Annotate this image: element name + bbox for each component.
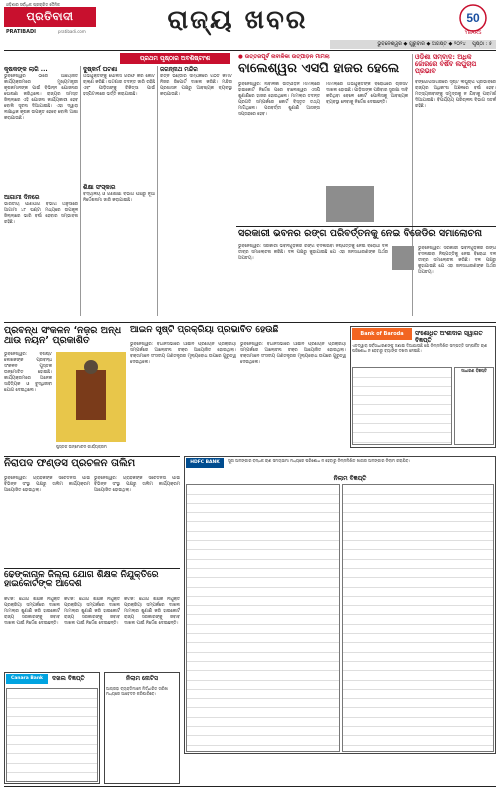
continuation-col-1: [4, 66, 78, 321]
section-rule: [236, 226, 496, 227]
right-story-headline[interactable]: ଓଡ଼ିଶା ସମ୍ବାଦ: ଅଧିକ ଜୋରରେ ବର୍ଷିବ ଲଘୁଚାପ ପ୍ରଭାବ: [415, 53, 477, 75]
edition-date: ଭୁବନେଶ୍ୱର ◆ ଗୁରୁବାର ◆ ଅଗଷ୍ଟ ◆ ୨୦୨୪: [377, 41, 466, 47]
hdfc-logo: HDFC BANK: [186, 458, 224, 468]
masthead-tagline: ଓଡ଼ିଶାର ସର୍ବାଧିକ ପ୍ରଚାରିତ ଦୈନିକ: [6, 2, 60, 7]
continuation-text-5: ବିଦ୍ୟାଳୟ ଓ ଗଣଶିକ୍ଷା ବିଭାଗ ପକ୍ଷରୁ ନୂଆ ନିର୍ଦ୍ଦେଶନାମା ଜାରି କରାଯାଇଛି।: [83, 192, 155, 203]
hdfc-table-left: [186, 484, 340, 752]
bottom-rule: [4, 786, 496, 787]
column-divider: [80, 66, 81, 316]
masthead-rule: [4, 50, 496, 51]
continuation-title-1: କୃଷକଙ୍କ ଲାଗି ...: [4, 66, 48, 73]
bank-logo: Bank of Baroda: [352, 328, 412, 340]
feature-caption: ପୁସ୍ତକ ଉନ୍ମୋଚନ କାର୍ଯ୍ୟକ୍ରମ: [56, 444, 107, 449]
date-bar: [330, 40, 496, 49]
canara-logo: Canara Bank: [6, 674, 48, 684]
continuation-title-4: ଆଗାମୀ ଦିନରେ: [4, 194, 40, 201]
logo-subtitle: PRATIBADI: [6, 29, 36, 35]
second-story-text-right: ଭୁବନେଶ୍ୱର: ସରକାରୀ ଭବନଗୁଡ଼ିକର ରଙ୍ଗ ବଦଳାଇବା ନିଷ୍ପତ୍ତିକୁ ନେଇ ବିରୋଧୀ ଦଳ ତୀବ୍ର ସମାଲୋଚନା କରିଛି। ଦଳ ପକ୍ଷରୁ କୁହାଯାଇଛି ଯେ ଏହା ଜନସାଧାରଣଙ୍କ ଅର୍ଥର ଅପଚୟ।: [418, 246, 496, 275]
third-left-headline[interactable]: ଢେଙ୍କାନାଳ ଜିଲ୍ଲା ଯୋଗ ଶିକ୍ଷକ ନିଯୁକ୍ତିରେ ହାଇକୋର୍ଟଙ୍କ ଆଦେଶ: [4, 570, 159, 590]
anniversary-label: YEARS: [464, 30, 482, 36]
third-left-col-1: କଟକ: ଯୋଗ ଶିକ୍ଷକ ନିଯୁକ୍ତି ପ୍ରକ୍ରିୟା ସମ୍ପର୍କରେ ଦାଖଲ ମାମଲାର ଶୁଣାଣି କରି ହାଇକୋର୍ଟ ରାଜ୍ୟ ସରକାରଙ୍କୁ ଜବାବ ଦାଖଲ ପାଇଁ ନିର୍ଦ୍ଦେଶ ଦେଇଛନ୍ତି।: [4, 597, 60, 626]
anniversary-badge-icon: [452, 4, 494, 36]
second-story-headline[interactable]: ସରକାରୀ ଭବନର ରଙ୍ଗ ପରିବର୍ତ୍ତନକୁ ନେଇ ବିଜେଡିର ସମାଲୋଚନା: [238, 228, 482, 239]
section-rule: [4, 322, 496, 323]
center-feature-col-1: ଭୁବନେଶ୍ୱର: ବିଧାନସଭାରେ ଆଇନ ପ୍ରଣୟନ ପ୍ରକ୍ରିୟା ସମ୍ପର୍କରେ ଆଲୋଚନା ଚକ୍ର ଆୟୋଜିତ ହୋଇଥିଲା। ବକ୍ତାମାନେ ସଂସଦୀୟ ଗଣତନ୍ତ୍ରର ମୂଲ୍ୟବୋଧ ଉପରେ ଗୁରୁତ୍ୱ ଦେଇଥିଲେ।: [130, 342, 236, 365]
continuation-title-2: ଦୁଷ୍କର୍ମ ଘଟଣା: [83, 66, 118, 73]
center-feature-col-2: ଭୁବନେଶ୍ୱର: ବିଧାନସଭାରେ ଆଇନ ପ୍ରଣୟନ ପ୍ରକ୍ରିୟା ସମ୍ପର୍କରେ ଆଲୋଚନା ଚକ୍ର ଆୟୋଜିତ ହୋଇଥିଲା। ବକ୍ତାମାନେ ସଂସଦୀୟ ଗଣତନ୍ତ୍ରର ମୂଲ୍ୟବୋଧ ଉପରେ ଗୁରୁତ୍ୱ ଦେଇଥିଲେ।: [240, 342, 346, 365]
continuation-title-5: ଶିକ୍ଷା ସଂସ୍କାର: [83, 184, 116, 191]
continuation-text-1: ଭୁବନେଶ୍ୱର ଠାରେ ଆୟୋଜିତ କାର୍ଯ୍ୟକ୍ରମରେ ମୁଖ୍ୟମନ୍ତ୍ରୀ କୃଷକମାନଙ୍କ ପାଇଁ ବିଭିନ୍ନ ଯୋଜନାର ଘୋଷଣା କରିଥିଲେ। ରାଜ୍ୟର ସମସ୍ତ ଜିଲ୍ଲାରେ ଏହି ଯୋଜନା କାର୍ଯ୍ୟକାରୀ ହେବ ବୋଲି ସୂଚନା ଦିଆଯାଇଛି। ଏହା ଦ୍ୱାରା ଲକ୍ଷାଧିକ କୃଷକ ଉପକୃତ ହେବେ ବୋଲି ଆଶା କରାଯାଉଛି।: [4, 74, 78, 121]
bank-notice-side-title: ସାଧାରଣ ବିଜ୍ଞପ୍ତି: [461, 368, 487, 373]
story-kicker: ● ଉତ୍ତରପୂର୍ବ ନାବାଳିକା ଉତ୍ପୀଡ଼ନ ମାମଲା: [238, 54, 330, 60]
story-headline[interactable]: ବାଲେଶ୍ୱର ଏସପି ହାଜର ହେଲେ: [238, 61, 400, 76]
bank-notice-table: [352, 367, 452, 445]
continuation-col-2: [83, 66, 155, 321]
bank-notice-text: ଏତଦ୍ୱାରା ସର୍ବସାଧାରଣଙ୍କୁ ଜଣାଇ ଦିଆଯାଉଛି ଯେ ନିମ୍ନଲିଖିତ ସମ୍ପତ୍ତି ସମ୍ପର୍କିତ ଋଣ ପରିଶୋଧ ନ ହେବାରୁ ବ୍ୟାଙ୍କ ଦଖଲ ନେଇଛି।: [352, 343, 488, 354]
continuation-text-2: ଅଭିଯୁକ୍ତଙ୍କୁ ପୋଲିସ ଗିରଫ କରି କୋର୍ଟ ଚାଲାଣ କରିଛି। ଘଟଣାର ତଦନ୍ତ ଜାରି ରହିଛି ଏବଂ ପୀଡ଼ିତାଙ୍କୁ ଚିକିତ୍ସା ପାଇଁ ହସ୍ପିଟାଲରେ ଭର୍ତ୍ତି କରାଯାଇଛି।: [83, 74, 155, 97]
second-story-photo: [392, 246, 414, 270]
continuation-title-3: ଜଗନ୍ନାଥ ମନ୍ଦିର: [160, 66, 198, 73]
anniversary-number: 50: [466, 11, 480, 25]
auction-notice-text: ଆଗ୍ରହୀ ବ୍ୟକ୍ତିମାନେ ନିର୍ଦ୍ଧାରିତ ତାରିଖ ମଧ୍ୟରେ ଆବେଦନ କରିପାରିବେ।: [106, 686, 168, 697]
section-title: ରାଜ୍ୟ ଖବର: [167, 5, 308, 35]
column-divider: [157, 66, 158, 316]
auction-notice-title: ନିଲାମ ନୋଟିସ: [126, 675, 158, 682]
story-col-1: ଭୁବନେଶ୍ୱର: ନାବାଳିକା ଉତ୍ପୀଡ଼ନ ମାମଲାରେ ହାଇକୋର୍ଟ ନିର୍ଦ୍ଦେଶ ପରେ ବାଲେଶ୍ୱର ଏସପି ଶୁଣାଣିରେ ହାଜର ହୋଇଥିଲେ। ମାମଲାର ତଦନ୍ତ ପ୍ରଗତି ସମ୍ପର୍କରେ କୋର୍ଟ ବିସ୍ତୃତ ତଥ୍ୟ ମାଗିଥିଲେ। ପରବର୍ତ୍ତୀ ଶୁଣାଣି ଆସନ୍ତା ସପ୍ତାହରେ ହେବ।: [238, 82, 320, 117]
hdfc-notice-title: ନିଲାମ ବିଜ୍ଞପ୍ତି: [333, 475, 367, 482]
website-text: pratibadi.com: [58, 29, 86, 34]
third-left-col-2: କଟକ: ଯୋଗ ଶିକ୍ଷକ ନିଯୁକ୍ତି ପ୍ରକ୍ରିୟା ସମ୍ପର୍କରେ ଦାଖଲ ମାମଲାର ଶୁଣାଣି କରି ହାଇକୋର୍ଟ ରାଜ୍ୟ ସରକାରଙ୍କୁ ଜବାବ ଦାଖଲ ପାଇଁ ନିର୍ଦ୍ଦେଶ ଦେଇଛନ୍ତି।: [64, 597, 120, 626]
continuation-text-4: ଭାରତୀୟ ପାଣିପାଗ ବିଭାଗ ଅନୁସାରେ ଆଗାମୀ ୪୮ ଘଣ୍ଟା ମଧ୍ୟରେ ଉପକୂଳ ଜିଲ୍ଲାରେ ଭାରି ବର୍ଷା ହେବାର ସମ୍ଭାବନା ରହିଛି।: [4, 202, 78, 225]
hdfc-notice-text: ସୁନା ଅଳଙ୍କାର ବନ୍ଧକ ଋଣ ସମୟସୀମା ମଧ୍ୟରେ ପରିଶୋଧ ନ ହେବାରୁ ନିମ୍ନଲିଖିତ ଖାତାର ଅଳଙ୍କାର ନିଲାମ କରାଯିବ।: [228, 458, 411, 463]
bank-notice-side: [454, 367, 494, 445]
hdfc-table-right: [342, 484, 494, 752]
continuation-box-head: ପ୍ରଥମ ପୃଷ୍ଠାର ଅବଶିଷ୍ଟାଂଶ: [120, 53, 230, 64]
column-divider: [412, 54, 413, 316]
continuation-text-3: ରତ୍ନ ଭଣ୍ଡାର ସମ୍ପର୍କରେ ଗଠିତ କମିଟି ନିଜର ରିପୋର୍ଟ ଦାଖଲ କରିଛି। ମନ୍ଦିର ପ୍ରଶାସନ ପକ୍ଷରୁ ଆବଶ୍ୟକ ବ୍ୟବସ୍ଥା କରାଯାଉଛି।: [160, 74, 232, 97]
feature-headline[interactable]: ପ୍ରବନ୍ଧ ସଂକଳନ ‘ନଜ଼ର ଅନ୍ଧ ଥାଉ ନୟନ’ ପ୍ରକାଶିତ: [4, 325, 122, 346]
canara-notice-title: ଦଖଲ ବିଜ୍ଞପ୍ତି: [52, 675, 85, 682]
section-rule: [4, 568, 180, 569]
newspaper-logo[interactable]: ପ୍ରତିବାଦୀ: [4, 7, 96, 27]
bank-notice-title: ସଂଶୋଧିତ ଅଂଶୀଦାର ସ୍ୱାଗତ ବିଜ୍ଞପ୍ତି: [415, 330, 483, 344]
second-left-col-2: ଭୁବନେଶ୍ୱର: ଗ୍ରାହକଙ୍କ ସଚେତନତା ପାଇଁ ବିଭିନ୍ନ ସଂସ୍ଥା ପକ୍ଷରୁ ତାଲିମ କାର୍ଯ୍ୟକ୍ରମ ଆୟୋଜିତ ହୋଇଥିଲା।: [94, 476, 180, 493]
story-col-2: ମାମଲାରେ ଅଭିଯୁକ୍ତଙ୍କ ବିରୋଧରେ ଚାର୍ଜସିଟ ଦାଖଲ ହୋଇଛି। ପୀଡ଼ିତାଙ୍କ ପରିବାର ସୁରକ୍ଷା ଦାବି କରିଥିବା ବେଳେ କୋର୍ଟ ପୋଲିସକୁ ଆବଶ୍ୟକ ବ୍ୟବସ୍ଥା ନେବାକୁ ନିର୍ଦ୍ଦେଶ ଦେଇଛନ୍ତି।: [326, 82, 408, 105]
canara-table: [6, 688, 98, 782]
feature-text: ଭୁବନେଶ୍ୱର: ବିଶିଷ୍ଟ ଲେଖକଙ୍କ ପ୍ରବନ୍ଧ ସଂକଳନ ପୁସ୍ତକ ଉନ୍ମୋଚିତ ହୋଇଛି। କାର୍ଯ୍ୟକ୍ରମରେ ଅନେକ ସାହିତ୍ୟିକ ଓ ବୁଦ୍ଧିଜୀବୀ ଯୋଗ ଦେଇଥିଲେ।: [4, 352, 52, 393]
feature-photo: [56, 352, 126, 442]
second-left-headline[interactable]: ନିରାପଦ ଫଣ୍ଡସ ପ୍ରଚଳନ ତାଲିମ: [4, 458, 136, 469]
page-number: ପୃଷ୍ଠା : ୫: [472, 41, 492, 47]
right-story-text: ବଙ୍ଗୋପସାଗରରେ ସୃଷ୍ଟି ଲଘୁଚାପ ପ୍ରଭାବରେ ରାଜ୍ୟର ଅଧିକାଂଶ ଅଞ୍ଚଳରେ ବର୍ଷା ହେବ। ମତ୍ସ୍ୟଜୀବୀଙ୍କୁ ସମୁଦ୍ରକୁ ନ ଯିବାକୁ ପରାମର୍ଶ ଦିଆଯାଇଛି। ବିପର୍ଯ୍ୟୟ ପରିଚାଳନା ବିଭାଗ ସତର୍କ ରହିଛି।: [415, 80, 496, 109]
section-rule: [4, 456, 180, 457]
second-left-col-1: ଭୁବନେଶ୍ୱର: ଗ୍ରାହକଙ୍କ ସଚେତନତା ପାଇଁ ବିଭିନ୍ନ ସଂସ୍ଥା ପକ୍ଷରୁ ତାଲିମ କାର୍ଯ୍ୟକ୍ରମ ଆୟୋଜିତ ହୋଇଥିଲା।: [4, 476, 90, 493]
story-photo: [326, 186, 374, 222]
second-story-text: ଭୁବନେଶ୍ୱର: ସରକାରୀ ଭବନଗୁଡ଼ିକର ରଙ୍ଗ ବଦଳାଇବା ନିଷ୍ପତ୍ତିକୁ ନେଇ ବିରୋଧୀ ଦଳ ତୀବ୍ର ସମାଲୋଚନା କରିଛି। ଦଳ ପକ୍ଷରୁ କୁହାଯାଇଛି ଯେ ଏହା ଜନସାଧାରଣଙ୍କ ଅର୍ଥର ଅପଚୟ।: [238, 244, 388, 261]
continuation-col-3: [160, 66, 232, 321]
center-feature-headline[interactable]: ଆଇନ ସୃଷ୍ଟି ପ୍ରକ୍ରିୟା ପ୍ରଭାବିତ ହେଉଛି: [130, 325, 279, 335]
third-left-col-3: କଟକ: ଯୋଗ ଶିକ୍ଷକ ନିଯୁକ୍ତି ପ୍ରକ୍ରିୟା ସମ୍ପର୍କରେ ଦାଖଲ ମାମଲାର ଶୁଣାଣି କରି ହାଇକୋର୍ଟ ରାଜ୍ୟ ସରକାରଙ୍କୁ ଜବାବ ଦାଖଲ ପାଇଁ ନିର୍ଦ୍ଦେଶ ଦେଇଛନ୍ତି।: [124, 597, 180, 626]
